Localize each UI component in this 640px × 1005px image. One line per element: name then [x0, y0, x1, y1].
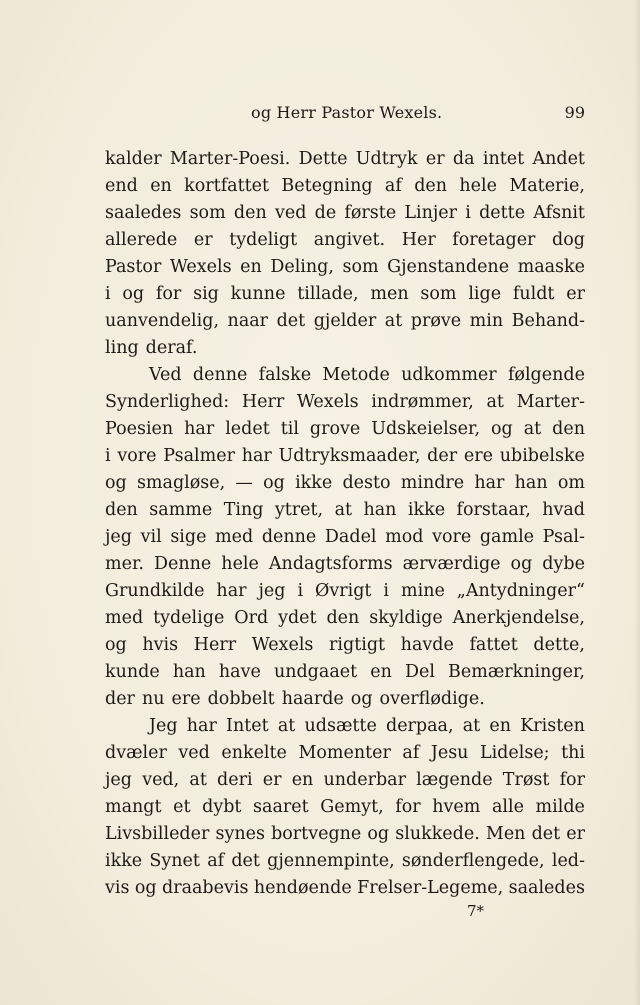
- word: fuldt: [512, 284, 555, 304]
- word: Synderlighed:: [105, 392, 230, 412]
- word: første: [344, 203, 397, 223]
- word: at: [334, 500, 353, 520]
- word: Andagtsforms: [268, 554, 393, 574]
- word: prøve: [410, 311, 462, 331]
- word: kunne: [230, 284, 286, 304]
- text-line: [105, 200, 585, 227]
- word: som: [189, 203, 226, 223]
- word: Dadel: [324, 527, 377, 547]
- word: ere: [463, 446, 493, 466]
- word: at: [486, 392, 504, 412]
- word: Afsnit: [533, 203, 585, 223]
- text-line: [105, 713, 585, 740]
- word: og: [263, 473, 285, 493]
- word: dvæler: [105, 743, 167, 763]
- word: Kristen: [520, 716, 585, 736]
- word: er: [566, 284, 585, 304]
- word: thi: [561, 743, 585, 763]
- word: i: [383, 581, 390, 601]
- word: derpaa,: [386, 716, 454, 736]
- word: Livsbilleder: [105, 824, 210, 844]
- word: saaledes: [508, 878, 585, 898]
- word: i: [465, 203, 471, 223]
- word: Deling,: [270, 257, 334, 277]
- word: synes: [215, 824, 265, 844]
- word: undgaaet: [273, 662, 358, 682]
- word: bortvegne: [271, 824, 362, 844]
- word: skyldige: [369, 608, 443, 628]
- word: alle: [491, 797, 524, 817]
- word: og: [510, 554, 533, 574]
- word: der: [105, 689, 135, 709]
- text-line: [105, 497, 585, 524]
- word: Psalmer: [163, 446, 235, 466]
- text-line: [105, 281, 585, 308]
- word: allerede: [105, 230, 178, 250]
- word: han: [172, 662, 206, 682]
- word: ikke: [105, 851, 143, 871]
- word: mine: [401, 581, 445, 601]
- word: rigtigt: [329, 635, 386, 655]
- word: mindre: [400, 473, 465, 493]
- word: ledet: [225, 419, 270, 439]
- word: ved: [178, 743, 210, 763]
- word: hele: [459, 176, 497, 196]
- word: Del: [404, 662, 435, 682]
- word: Andet: [532, 149, 585, 169]
- word: i: [105, 446, 111, 466]
- word: Ting: [223, 500, 264, 520]
- word: min: [469, 311, 504, 331]
- body-text: [105, 146, 585, 902]
- word: underbar: [323, 770, 406, 790]
- word: følgende: [507, 365, 585, 385]
- word: den: [326, 608, 360, 628]
- word: har: [474, 473, 505, 493]
- word: sig: [193, 284, 219, 304]
- word: lige: [468, 284, 502, 304]
- word: med: [105, 608, 144, 628]
- word: Marter-Poesi.: [169, 149, 291, 169]
- word: Denne: [153, 554, 212, 574]
- text-line: [105, 767, 585, 794]
- word: at: [189, 770, 207, 790]
- text-line: [105, 605, 585, 632]
- word: denne: [192, 365, 248, 385]
- word: det: [276, 311, 306, 331]
- word: vil: [140, 527, 162, 547]
- word: at: [523, 419, 542, 439]
- word: Men: [485, 824, 526, 844]
- word: „Antydninger“: [456, 581, 585, 601]
- word: den: [105, 500, 138, 520]
- word: Herr: [241, 392, 285, 412]
- word: ikke: [295, 473, 333, 493]
- text-line: [105, 524, 585, 551]
- word: er: [425, 149, 445, 169]
- word: ved: [274, 203, 307, 223]
- word: der: [427, 446, 458, 466]
- word: Poesien: [105, 419, 174, 439]
- word: Materie,: [509, 176, 585, 196]
- word: uanvendelig,: [105, 311, 220, 331]
- word: og: [367, 824, 390, 844]
- word: ærværdige: [402, 554, 501, 574]
- word: draabevis: [162, 878, 249, 898]
- word: dette: [479, 203, 526, 223]
- word: indrømmer,: [371, 392, 474, 412]
- word: gjennempinte,: [267, 851, 395, 871]
- text-line: [105, 794, 585, 821]
- word: —: [235, 473, 253, 493]
- word: vis: [105, 878, 130, 898]
- word: Linjer: [404, 203, 458, 223]
- text-line: [105, 632, 585, 659]
- word: saaledes: [105, 203, 182, 223]
- word: Behand-: [511, 311, 585, 331]
- word: Wexels: [296, 392, 359, 412]
- text-line: [105, 416, 585, 443]
- word: med: [215, 527, 254, 547]
- text-line: [105, 335, 585, 362]
- word: Ved: [149, 365, 182, 385]
- text-line: [105, 686, 585, 713]
- word: og: [350, 689, 373, 709]
- word: milde: [535, 797, 585, 817]
- word: er: [193, 230, 213, 250]
- page-edge-shadow: [634, 0, 640, 1005]
- word: vore: [117, 446, 157, 466]
- word: hvis: [142, 635, 179, 655]
- word: af: [384, 176, 402, 196]
- word: hvad: [542, 500, 585, 520]
- word: maaske: [517, 257, 585, 277]
- word: men: [370, 284, 409, 304]
- word: have: [218, 662, 261, 682]
- word: gamle: [479, 527, 535, 547]
- word: Øvrigt: [315, 581, 372, 601]
- text-line: [105, 848, 585, 875]
- word: ved,: [142, 770, 180, 790]
- word: ubibelske: [499, 446, 585, 466]
- text-line: [105, 443, 585, 470]
- word: en: [291, 770, 314, 790]
- word: grove: [309, 419, 361, 439]
- word: hvem: [432, 797, 481, 817]
- word: desto: [342, 473, 391, 493]
- word: Gemyt,: [320, 797, 384, 817]
- word: ikke: [407, 500, 446, 520]
- word: enkelte: [221, 743, 287, 763]
- text-line: [105, 740, 585, 767]
- word: hendøende: [253, 878, 352, 898]
- running-title: og Herr Pastor Wexels.: [251, 103, 443, 122]
- word: mod: [385, 527, 424, 547]
- word: for: [559, 770, 585, 790]
- word: angivet.: [313, 230, 386, 250]
- word: at: [462, 716, 481, 736]
- word: Herr: [193, 635, 237, 655]
- word: har: [184, 419, 215, 439]
- word: Metode: [322, 365, 390, 385]
- word: en: [240, 257, 262, 277]
- text-line: [105, 551, 585, 578]
- word: sige: [170, 527, 207, 547]
- word: det: [531, 824, 561, 844]
- word: en: [150, 176, 172, 196]
- word: det: [231, 851, 260, 871]
- word: Jesu: [430, 743, 469, 763]
- word: da: [452, 149, 475, 169]
- text-line: [105, 389, 585, 416]
- word: Jeg: [149, 716, 178, 736]
- word: Gjenstandene: [387, 257, 510, 277]
- word: dobbelt: [207, 689, 275, 709]
- word: ydet: [278, 608, 317, 628]
- word: Psal-: [542, 527, 585, 547]
- word: naar: [227, 311, 269, 331]
- word: jeg: [258, 581, 286, 601]
- running-head: [105, 103, 585, 125]
- word: et: [173, 797, 191, 817]
- word: Frelser-Legeme,: [357, 878, 504, 898]
- word: dybe: [542, 554, 585, 574]
- word: og: [105, 635, 127, 655]
- word: Udskeielser,: [371, 419, 481, 439]
- word: er: [262, 770, 282, 790]
- word: som: [420, 284, 457, 304]
- word: Dette: [298, 149, 348, 169]
- word: for: [155, 284, 182, 304]
- text-line: [105, 227, 585, 254]
- word: dybt: [202, 797, 242, 817]
- word: hele: [221, 554, 259, 574]
- word: den: [233, 203, 267, 223]
- word: Her: [401, 230, 436, 250]
- word: deri: [217, 770, 253, 790]
- word: ytret,: [274, 500, 324, 520]
- word: fattet: [469, 635, 518, 655]
- word: har: [241, 446, 272, 466]
- word: som: [342, 257, 379, 277]
- word: intet: [482, 149, 525, 169]
- word: en: [489, 716, 512, 736]
- word: den: [552, 419, 585, 439]
- word: ere: [171, 689, 201, 709]
- word: forstaar,: [456, 500, 531, 520]
- text-line: [105, 821, 585, 848]
- word: tillade,: [297, 284, 359, 304]
- word: han: [363, 500, 397, 520]
- page-number: 99: [564, 103, 585, 122]
- text-line: [105, 470, 585, 497]
- word: overflødige.: [379, 689, 485, 709]
- word: er: [566, 824, 585, 844]
- word: Pastor: [105, 257, 162, 277]
- word: jeg: [105, 770, 132, 790]
- word: af: [207, 851, 225, 871]
- word: tydelige: [153, 608, 225, 628]
- word: Grundkilde: [105, 581, 205, 601]
- word: Bemærkninger,: [448, 662, 585, 682]
- word: Synet: [149, 851, 200, 871]
- word: sønderflengede,: [401, 851, 545, 871]
- word: Anerkjendelse,: [452, 608, 585, 628]
- word: Momenter: [298, 743, 391, 763]
- word: til: [280, 419, 299, 439]
- word: Intet: [226, 716, 269, 736]
- text-line: [105, 254, 585, 281]
- word: Wexels: [169, 257, 232, 277]
- word: Betegning: [281, 176, 373, 196]
- word: og: [491, 419, 513, 439]
- word: Ord: [234, 608, 269, 628]
- word: smagløse,: [136, 473, 226, 493]
- word: for: [395, 797, 421, 817]
- word: mangt: [105, 797, 162, 817]
- word: de: [314, 203, 337, 223]
- word: denne: [261, 527, 317, 547]
- word: har: [216, 581, 247, 601]
- text-line: [105, 659, 585, 686]
- word: en: [370, 662, 392, 682]
- word: Marter-: [516, 392, 585, 412]
- word: saaret: [253, 797, 309, 817]
- word: samme: [149, 500, 213, 520]
- word: at: [384, 311, 403, 331]
- word: havde: [400, 635, 454, 655]
- word: jeg: [105, 527, 132, 547]
- word: dog: [552, 230, 585, 250]
- word: udsætte: [304, 716, 377, 736]
- word: Wexels: [251, 635, 314, 655]
- text-line: [105, 362, 585, 389]
- word: i: [105, 284, 111, 304]
- word: tydeligt: [229, 230, 298, 250]
- word: kalder: [105, 149, 162, 169]
- word: og: [134, 878, 157, 898]
- word: deraf.: [145, 338, 198, 358]
- word: ling: [105, 338, 139, 358]
- text-line: [105, 578, 585, 605]
- word: Lidelse;: [479, 743, 550, 763]
- signature-mark: 7*: [467, 902, 485, 920]
- word: har: [186, 716, 217, 736]
- word: mer.: [105, 554, 144, 574]
- word: led-: [551, 851, 585, 871]
- word: nu: [141, 689, 165, 709]
- word: slukkede.: [395, 824, 480, 844]
- word: Udtryk: [355, 149, 418, 169]
- word: af: [402, 743, 420, 763]
- text-line: [105, 146, 585, 173]
- word: gjelder: [313, 311, 377, 331]
- word: og: [105, 473, 127, 493]
- word: i: [297, 581, 304, 601]
- text-line: [105, 308, 585, 335]
- word: foretager: [452, 230, 536, 250]
- word: kortfattet: [184, 176, 270, 196]
- word: falske: [258, 365, 312, 385]
- word: end: [105, 176, 138, 196]
- word: at: [277, 716, 296, 736]
- word: Trøst: [502, 770, 550, 790]
- word: han: [514, 473, 548, 493]
- word: Udtryksmaader,: [278, 446, 421, 466]
- word: haarde: [281, 689, 344, 709]
- word: den: [414, 176, 448, 196]
- word: kunde: [105, 662, 160, 682]
- word: dette,: [533, 635, 585, 655]
- word: lægende: [416, 770, 493, 790]
- word: vore: [432, 527, 472, 547]
- word: udkommer: [401, 365, 497, 385]
- text-line: [105, 173, 585, 200]
- word: om: [557, 473, 585, 493]
- word: og: [122, 284, 145, 304]
- text-line: [105, 875, 585, 902]
